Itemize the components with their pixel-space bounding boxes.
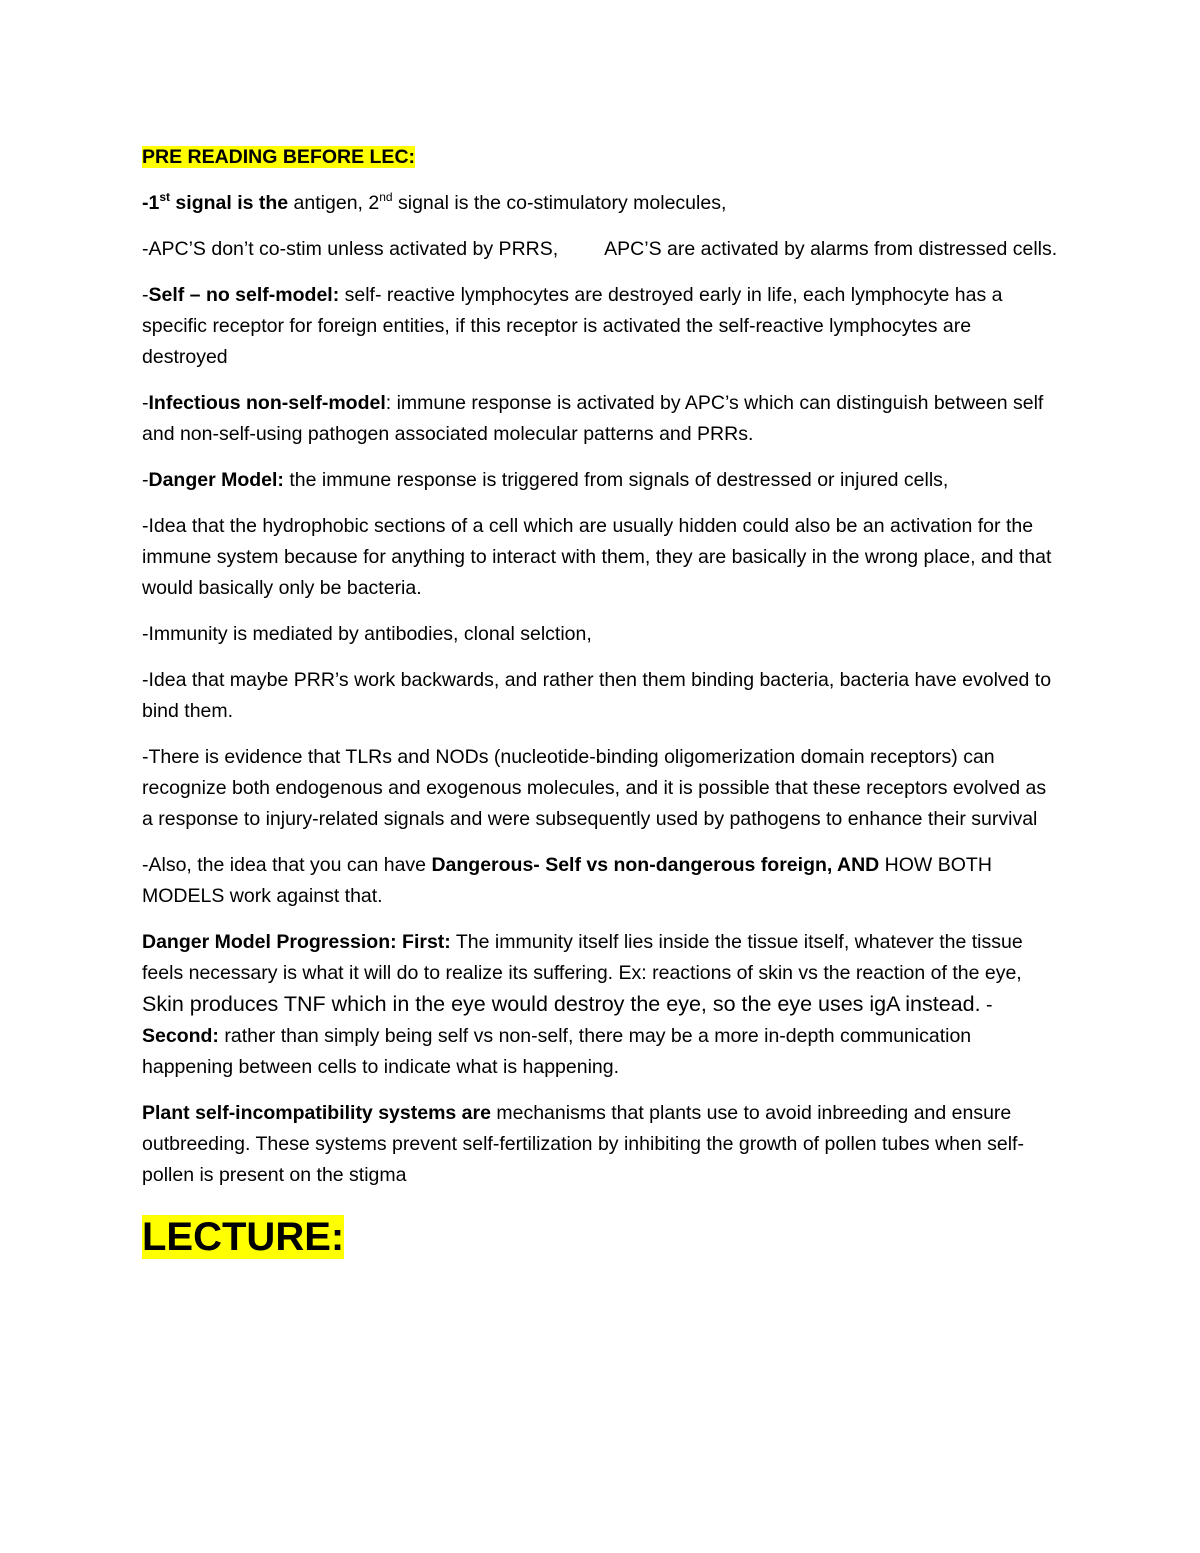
plant-term: Plant self-incompatibility systems are [142,1102,491,1124]
apc-text-a: -APC’S don’t co-stim unless activated by PRRS, [142,238,559,260]
signal-dash: -1 [142,192,160,214]
dangerous-text-b: HOW BOTH MODELS work against that. [142,854,992,907]
paragraph-plant-systems [142,1098,1062,1191]
lecture-heading-block [142,1213,1062,1261]
dangerous-text-a: -Also, the idea that you can have [142,854,432,876]
self-model-text: self- reactive lymphocytes are destroyed early in life, each lymphocyte has a specific receptor for foreign entities, if this receptor is activated the self-reactive lymphocytes are destroyed [142,284,1003,368]
progression-text-1: The immunity itself lies inside the tissue itself, whatever the tissue feels necessary is what it will do to realize its suffering. Ex: reactions of skin vs the reaction of the eye, [142,931,1023,984]
second-sup: nd [379,190,393,204]
progression-second: Second: [142,1025,219,1047]
infectious-dash: - [142,392,149,414]
progression-text-3: rather than simply being self vs non-self, there may be a more in-depth communication happening between cells to indicate what is happening. [142,1025,972,1078]
self-model-term: Self – no self-model: [148,284,340,306]
infectious-text: : immune response is activated by APC’s which can distinguish between self and non-self-using pathogen associated molecular patterns and PRRs. [142,392,1044,445]
paragraph-hydrophobic: -Idea that the hydrophobic sections of a cell which are usually hidden could also be an activation for the immune system because for anything to interact with them, they are basically in the wrong place, and that would basically only be bacteria. [142,515,1052,599]
signal-text-1: antigen, 2 [288,192,380,214]
paragraph-danger-progression [142,927,1062,1083]
lecture-heading: LECTURE: [142,1215,345,1259]
apc-text-b: APC’S are activated by alarms from distressed cells. [604,238,1058,260]
first-sup: st [159,190,171,204]
paragraph-signals [142,188,1062,219]
paragraph-immunity: -Immunity is mediated by antibodies, clonal selction, [142,623,592,645]
signal-bold: signal is the [170,192,289,214]
paragraph-danger-model [142,465,1062,496]
paragraph-infectious-model [142,388,1062,450]
progression-text-2: - [980,994,993,1016]
paragraph-self-model [142,280,1062,373]
document-body [142,142,1062,1261]
progression-big-text: Skin produces TNF which in the eye would destroy the eye, so the eye uses igA instead. [142,992,981,1016]
infectious-term: Infectious non-self-model [148,392,386,414]
progression-term: Danger Model Progression: First: [142,931,451,953]
plant-text: mechanisms that plants use to avoid inbreeding and ensure outbreeding. These systems prevent self-fertilization by inhibiting the growth of pollen tubes when self-pollen is present on the stigma [142,1102,1024,1186]
self-model-dash: - [142,284,149,306]
heading-pre-reading: PRE READING BEFORE LEC: [142,146,416,168]
paragraph-tlr-nod: -There is evidence that TLRs and NODs (nucleotide-binding oligomerization domain receptors) can recognize both endogenous and exogenous molecules, and it is possible that these receptors evolved as a response to injury-related signals and were subsequently used by pathogens to enhance their survival [142,746,1047,830]
paragraph-apcs [142,234,1062,265]
danger-text: the immune response is triggered from signals of destressed or injured cells, [283,469,949,491]
dangerous-term: Dangerous- Self vs non-dangerous foreign, AND [431,854,880,876]
signal-text-2: signal is the co-stimulatory molecules, [392,192,727,214]
danger-dash: - [142,469,149,491]
paragraph-prr-backwards: -Idea that maybe PRR’s work backwards, and rather then them binding bacteria, bacteria have evolved to bind them. [142,669,1052,722]
section-heading [142,142,1062,173]
danger-term: Danger Model: [148,469,284,491]
paragraph-dangerous-self [142,850,1062,912]
